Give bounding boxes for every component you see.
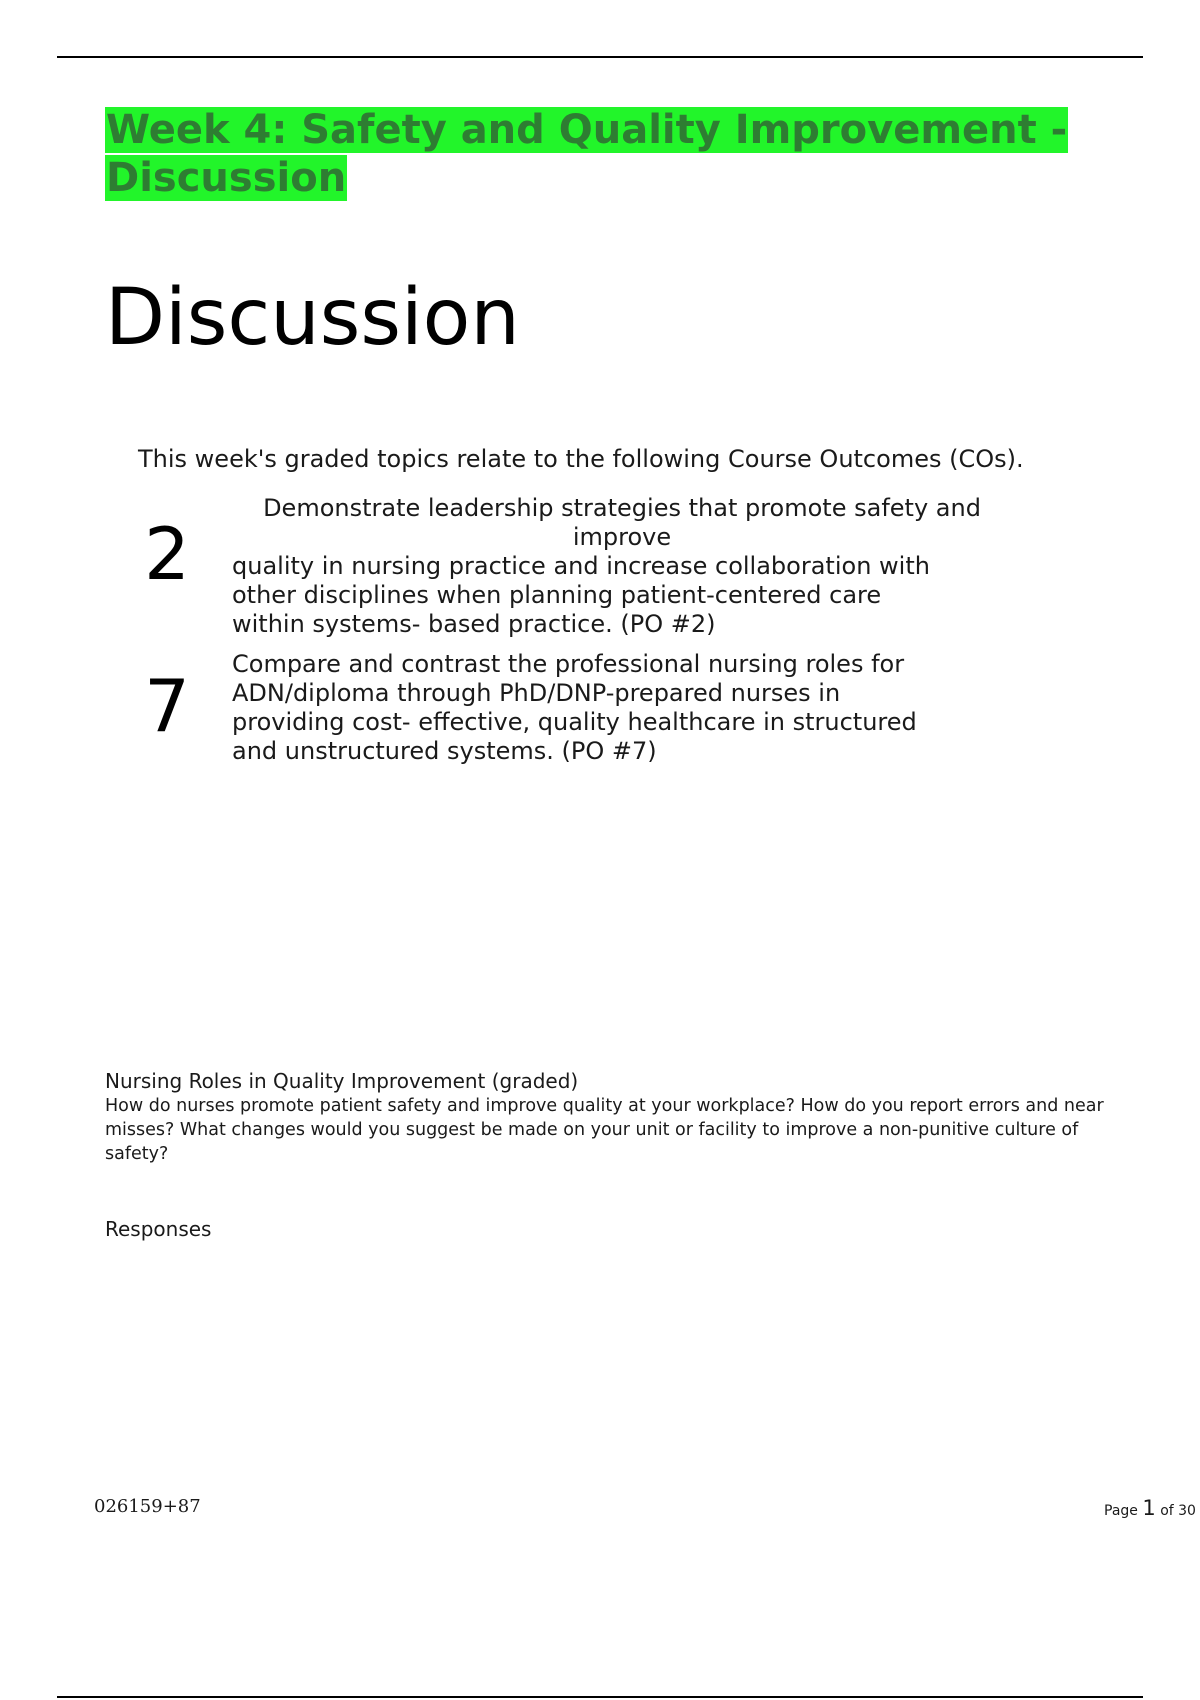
responses-label: Responses [105, 1217, 212, 1241]
course-outcome-line: improve [572, 523, 672, 551]
page-label: Page [1104, 1503, 1138, 1519]
bottom-rule [57, 1696, 1143, 1698]
top-rule [57, 56, 1143, 58]
page-of-label: of [1160, 1503, 1174, 1519]
section-heading: Discussion [105, 273, 520, 363]
discussion-topic-title: Nursing Roles in Quality Improvement (graded) [105, 1069, 579, 1093]
document-id: 026159+87 [94, 1496, 201, 1517]
page-title-highlight: Week 4: Safety and Quality Improvement - Discussion [106, 107, 1068, 201]
discussion-topic-prompt: How do nurses promote patient safety and improve quality at your workplace? How do you report errors and near misses? What changes would you suggest be made on your unit or facility to improve a non-punitive culture of safety? [105, 1096, 1104, 1164]
page-total: 30 [1178, 1503, 1196, 1519]
course-outcome-text [232, 494, 1012, 639]
course-outcome-number: 7 [144, 664, 190, 748]
page-number [1104, 1497, 1200, 1522]
course-outcome-line: quality in nursing practice and increase collaboration with other disciplines when planning patient-centered care within systems- based practice. (PO #2) [232, 552, 930, 638]
course-outcome-text: Compare and contrast the professional nursing roles for ADN/diploma through PhD/DNP-prepared nurses in providing cost- effective, quality healthcare in structured and unstructured systems. (PO #7) [232, 650, 917, 765]
page-current: 1 [1142, 1497, 1156, 1520]
course-outcome-number: 2 [144, 512, 190, 596]
page-title [105, 106, 1105, 202]
course-outcome-line: Demonstrate leadership strategies that promote safety and [263, 494, 981, 522]
course-outcomes-intro: This week's graded topics relate to the following Course Outcomes (COs). [138, 445, 1024, 473]
